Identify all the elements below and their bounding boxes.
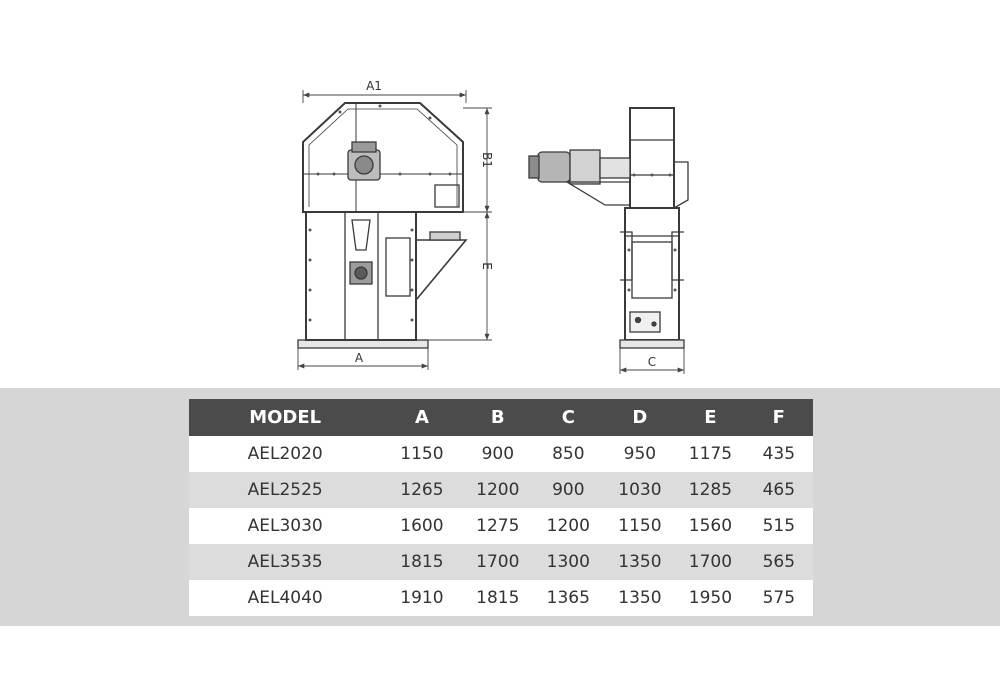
header-c: C	[561, 407, 575, 428]
header-b: B	[490, 407, 505, 428]
side-coupling	[600, 158, 630, 178]
header-d: D	[632, 407, 648, 428]
front-view	[298, 103, 466, 348]
label-c: C	[647, 355, 657, 369]
cell-f: 565	[762, 552, 796, 572]
label-a1: A1	[366, 79, 382, 93]
label-a: A	[354, 351, 364, 365]
cell-model: AEL4040	[247, 588, 323, 608]
boot-shaft	[355, 267, 367, 279]
table-row	[189, 544, 813, 580]
side-motor	[538, 152, 570, 182]
cell-f: 465	[762, 480, 796, 500]
table-header-row	[189, 399, 813, 436]
table-row	[189, 580, 813, 616]
cell-model: AEL2020	[247, 444, 323, 464]
motor-fan-cover	[352, 142, 376, 152]
cell-c: 900	[552, 480, 585, 500]
head-inspection-window	[435, 185, 459, 207]
head-casing	[303, 103, 463, 212]
dimensions-table	[189, 399, 813, 616]
cell-e: 1700	[688, 552, 733, 572]
header-a: A	[414, 407, 429, 428]
side-motor-bracket	[567, 182, 630, 205]
cell-b: 1275	[476, 516, 520, 536]
cell-a: 1265	[400, 480, 444, 500]
cell-b: 900	[481, 444, 515, 464]
cell-c: 1365	[546, 588, 590, 608]
cell-d: 1150	[618, 516, 662, 536]
motor-hub	[355, 156, 373, 174]
inlet-flange	[430, 232, 460, 240]
cell-d: 1030	[618, 480, 662, 500]
side-gearbox	[570, 150, 600, 184]
cell-f: 435	[762, 444, 796, 464]
side-right-bracket	[674, 162, 688, 208]
cell-a: 1815	[400, 552, 444, 572]
side-view	[529, 108, 688, 348]
cell-e: 1560	[688, 516, 733, 536]
cell-c: 850	[552, 444, 585, 464]
front-base-plate	[298, 340, 428, 348]
header-f: F	[772, 407, 785, 428]
bottom-margin	[0, 626, 1000, 700]
control-indicator	[652, 322, 656, 326]
control-button	[636, 318, 641, 323]
cell-e: 1175	[688, 444, 733, 464]
cell-d: 950	[623, 444, 657, 464]
front-dimensions	[298, 90, 492, 370]
inlet-hopper	[416, 240, 466, 300]
cell-f: 515	[762, 516, 796, 536]
cell-e: 1285	[688, 480, 733, 500]
cell-c: 1300	[546, 552, 590, 572]
side-head-column	[630, 108, 674, 208]
side-boot-door	[632, 242, 672, 298]
table-row	[189, 472, 813, 508]
cell-a: 1150	[400, 444, 444, 464]
cell-model: AEL2525	[247, 480, 323, 500]
cell-b: 1200	[476, 480, 520, 500]
cell-b: 1815	[476, 588, 520, 608]
cell-a: 1910	[400, 588, 444, 608]
cell-b: 1700	[476, 552, 520, 572]
label-b1: B1	[480, 152, 494, 168]
leg-inspection-door	[386, 238, 410, 296]
cell-a: 1600	[400, 516, 444, 536]
table-row	[189, 436, 813, 472]
cell-e: 1950	[688, 588, 733, 608]
header-e: E	[704, 407, 717, 428]
label-e: E	[480, 262, 494, 270]
cell-model: AEL3535	[247, 552, 323, 572]
cell-d: 1350	[618, 588, 662, 608]
side-motor-fan	[529, 156, 539, 178]
cell-model: AEL3030	[247, 516, 323, 536]
cell-d: 1350	[618, 552, 662, 572]
header-model: MODEL	[249, 407, 322, 428]
discharge-chute	[352, 220, 370, 250]
table-row	[189, 508, 813, 544]
cell-f: 575	[762, 588, 796, 608]
side-base-plate	[620, 340, 684, 348]
cell-c: 1200	[546, 516, 590, 536]
side-bolts	[628, 174, 677, 292]
